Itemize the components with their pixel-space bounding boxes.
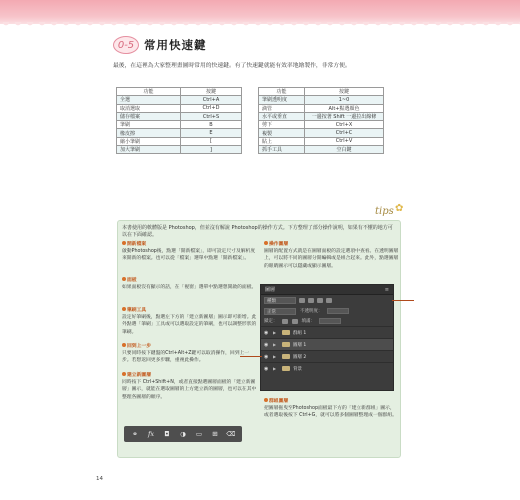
cell-key: Ctrl+X: [305, 121, 384, 129]
new-layer-icon[interactable]: ⊞: [212, 430, 218, 438]
layer-name: 群組 1: [293, 330, 307, 336]
cell-function: 儲存檔案: [117, 112, 181, 120]
cell-key: 空白鍵: [305, 146, 384, 154]
layer-row[interactable]: [261, 362, 393, 374]
fill-label: 填滿：: [301, 319, 315, 324]
tip-title: 面板: [127, 278, 137, 283]
layer-filter-row: [261, 295, 393, 306]
tip-new-file: [122, 241, 258, 263]
bullet-icon: [122, 372, 126, 376]
shortcut-table-left: [116, 87, 242, 154]
bullet-icon: [122, 307, 126, 311]
tip-body: 把圖層拖曳至Photoshop面板最下方的「建立新群組」圖示，或者選取後按下 Ctrl+G，就可以將多個圖層整理成一個群組。: [264, 406, 397, 419]
eye-icon[interactable]: ◉: [264, 341, 269, 348]
cell-function: 水平或垂直: [259, 112, 305, 120]
lock-label: 鎖定：: [264, 319, 278, 324]
chevron-right-icon[interactable]: ▶: [273, 366, 277, 371]
cell-key: 一邊按著 Shift 一邊拉出線條: [305, 112, 384, 120]
cell-key: 1~0: [305, 96, 384, 104]
eye-icon[interactable]: ◉: [264, 329, 269, 336]
cell-key: Ctrl+V: [305, 137, 384, 145]
table-row: [117, 146, 242, 154]
bullet-icon: [122, 343, 126, 347]
bullet-icon: [264, 241, 268, 245]
bullet-icon: [264, 398, 268, 402]
table-row: [117, 129, 242, 137]
cell-function: 複製: [259, 129, 305, 137]
table-row: [259, 121, 384, 129]
eye-icon[interactable]: ◉: [264, 365, 269, 372]
tip-group-layers: [264, 398, 399, 420]
adjustment-icon[interactable]: ◑: [180, 430, 186, 438]
tip-title: 群組圖層: [269, 399, 289, 404]
callout-line: [240, 356, 262, 357]
cell-function: 取消選取: [117, 104, 181, 112]
table-row: [117, 96, 242, 104]
section-heading: 常用快速鍵: [144, 38, 207, 52]
shortcut-table-right: [258, 87, 384, 154]
blend-row: [261, 306, 393, 316]
cell-key: Ctrl+A: [181, 96, 242, 104]
layer-row[interactable]: [261, 326, 393, 338]
tip-body: 同時按下 Ctrl+Shift+N，或者直接點選圖層面板的「建立新圖層」圖示，就能在選取圖層的上方建立新的圖層，也可以在其中整理各圖層的順序。: [122, 380, 257, 400]
bullet-icon: [122, 277, 126, 281]
lock-position-icon[interactable]: [292, 319, 298, 324]
tip-layer-ops: [264, 241, 399, 270]
layer-name: 背景: [293, 366, 302, 372]
folder-icon: [282, 330, 290, 335]
cell-function: 全選: [117, 96, 181, 104]
top-decorative-band: [0, 0, 520, 24]
cell-key: B: [181, 121, 242, 129]
table-row: [259, 129, 384, 137]
cell-key: Ctrl+S: [181, 112, 242, 120]
chevron-right-icon[interactable]: ▶: [273, 354, 277, 359]
folder-icon: [282, 354, 290, 359]
tips-label: tips: [375, 206, 394, 217]
link-icon[interactable]: ⚭: [132, 430, 138, 438]
layers-tab[interactable]: 圖層: [265, 287, 276, 293]
tip-title: 操作圖層: [269, 242, 289, 247]
cell-key: Ctrl+D: [181, 104, 242, 112]
layers-toolbar: [124, 426, 242, 442]
page-number: 14: [96, 476, 103, 482]
blend-mode-select[interactable]: 正常: [264, 308, 296, 315]
cell-function: 剪下: [259, 121, 305, 129]
tip-new-layer: [122, 372, 258, 401]
layer-name: 圖層 1: [293, 342, 307, 348]
tip-title: 回到上一步: [127, 344, 151, 349]
cell-function: 貼上: [259, 137, 305, 145]
tip-brush-tool: [122, 307, 258, 336]
tip-body: 只要同時按下鍵盤的Ctrl+Alt+Z鍵可以取消操作，回到上一步。若想返回更多步驟，重複此操作。: [122, 351, 250, 364]
folder-icon: [282, 342, 290, 347]
filter-pixel-icon[interactable]: [299, 298, 305, 303]
filter-type-icon[interactable]: [317, 298, 323, 303]
tip-title: 建立新圖層: [127, 373, 151, 378]
tip-body: 圖層的配置方式就是在圖層面板的設定選項中查看。在透明圖層上，可以將不同的圖層分開編輯或是組合起來。此外，點選圖層的眼睛圖示可以隱藏或顯示圖層。: [264, 249, 399, 269]
table-header: 按鍵: [305, 88, 384, 96]
table-row: [117, 121, 242, 129]
section-number: 0-5: [113, 36, 139, 54]
table-row: [259, 104, 384, 112]
cell-function: 橡皮擦: [117, 129, 181, 137]
cell-function: 筆刷透明度: [259, 96, 305, 104]
folder-icon: [282, 366, 290, 371]
layer-row[interactable]: [261, 338, 393, 350]
table-row: [259, 112, 384, 120]
opacity-field[interactable]: [327, 308, 349, 314]
lock-icon[interactable]: [282, 319, 288, 324]
filter-kind-select[interactable]: 種類: [264, 297, 296, 304]
tips-intro: 本書使用的軟體版是 Photoshop，但並沒有解說 Photoshop的操作方式。下方整理了部分操作說明，如果有不懂的地方可以在下面確認。: [122, 225, 393, 239]
table-row: [259, 146, 384, 154]
tip-body: 設定好筆刷後，點選左下方的「建立新圖層」圖示即可新增。此外點選「筆刷」工具或可以選取設定的筆刷，也可以調整形狀的筆刷。: [122, 315, 257, 335]
table-header: 按鍵: [181, 88, 242, 96]
table-header: 功能: [259, 88, 305, 96]
tip-body: 啟動Photoshop後，點選「開新檔案」，即可設定尺寸及解析度來開新的檔案。也可以從「檔案」選單中點選「開新檔案」。: [122, 249, 256, 262]
bullet-icon: [122, 241, 126, 245]
trash-icon[interactable]: ⌫: [226, 430, 236, 438]
cell-key: E: [181, 129, 242, 137]
chevron-right-icon[interactable]: ▶: [273, 330, 277, 335]
fx-icon[interactable]: fx: [147, 430, 155, 438]
menu-icon[interactable]: ≡: [384, 286, 389, 293]
tip-title: 筆刷工具: [127, 308, 147, 313]
filter-adjust-icon[interactable]: [308, 298, 314, 303]
star-icon: ✿: [395, 203, 404, 214]
mask-icon[interactable]: ◘: [164, 430, 170, 438]
lock-row: [261, 316, 393, 326]
cell-key: Ctrl+C: [305, 129, 384, 137]
callout-line: [392, 300, 414, 301]
chevron-right-icon[interactable]: ▶: [273, 342, 277, 347]
tip-body: 如果面板沒有顯示的話，在「視窗」選單中點選想開啟的面板。: [122, 285, 257, 291]
fill-field[interactable]: [319, 318, 341, 324]
cell-function: 抓手工具: [259, 146, 305, 154]
table-row: [117, 104, 242, 112]
section-title: [113, 36, 207, 54]
cell-function: 筆刷: [117, 121, 181, 129]
cell-function: 滴管: [259, 104, 305, 112]
opacity-label: 不透明度：: [300, 309, 323, 314]
cell-key: [: [181, 137, 242, 145]
cell-function: 縮小筆刷: [117, 137, 181, 145]
table-row: [117, 137, 242, 145]
filter-shape-icon[interactable]: [326, 298, 332, 303]
eye-icon[interactable]: ◉: [264, 353, 269, 360]
intro-paragraph: 最後，在這裡為大家整理畫圖時常用的快速鍵。有了快速鍵就能有效率地繪製作，非常方便。: [113, 63, 351, 69]
cell-key: Alt+點選顏色: [305, 104, 384, 112]
table-row: [117, 112, 242, 120]
table-row: [259, 96, 384, 104]
cell-function: 加大筆刷: [117, 146, 181, 154]
layer-row[interactable]: [261, 350, 393, 362]
table-header: 功能: [117, 88, 181, 96]
tip-undo: [122, 343, 258, 365]
cell-key: ]: [181, 146, 242, 154]
folder-icon[interactable]: ▭: [195, 430, 203, 438]
table-row: [259, 137, 384, 145]
layers-panel-screenshot: [260, 284, 394, 391]
layers-panel-header: [261, 285, 393, 295]
layer-name: 圖層 2: [293, 354, 307, 360]
tip-panel: [122, 277, 258, 291]
tip-title: 開新檔案: [127, 242, 147, 247]
